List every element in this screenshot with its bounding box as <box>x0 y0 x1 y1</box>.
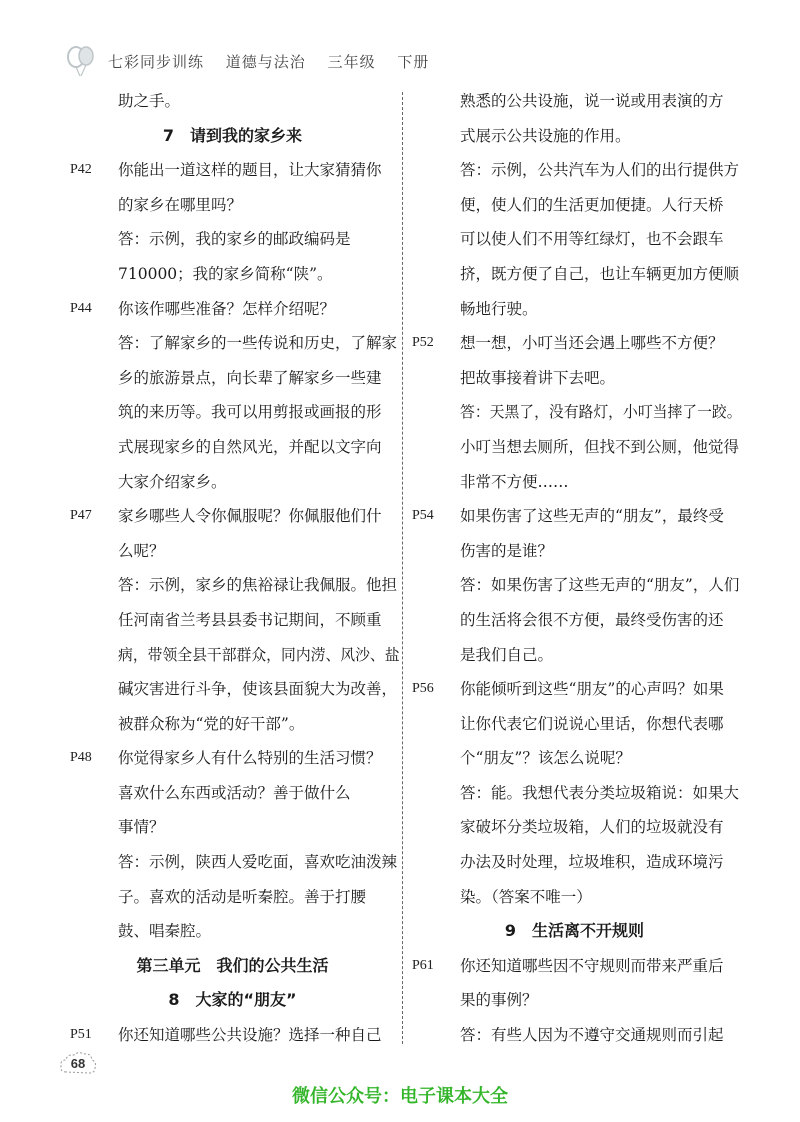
line-text: 答：如果伤害了这些无声的“朋友”，人们 <box>460 576 740 595</box>
text-line <box>412 292 737 327</box>
page-number: 68 <box>70 1056 86 1071</box>
line-text: 大家介绍家乡。 <box>118 472 227 491</box>
text-line <box>412 707 737 742</box>
text-line <box>412 119 737 154</box>
line-text: 病，带领全县干部群众，同内涝、风沙、盐 <box>118 645 400 664</box>
question-line <box>70 292 395 327</box>
line-text: 式展现家乡的自然风光，并配以文字向 <box>118 437 382 456</box>
text-line <box>412 741 737 776</box>
line-text: 伤害的是谁？ <box>460 541 554 560</box>
series-name: 七彩同步训练 <box>108 52 205 71</box>
page-number-badge <box>58 1050 98 1078</box>
question-line <box>70 741 395 776</box>
page-header <box>62 46 445 76</box>
line-text: 畅地行驶。 <box>460 299 538 318</box>
line-text: 子。喜欢的活动是听秦腔。善于打腰 <box>118 887 367 906</box>
text-line <box>412 361 737 396</box>
page-reference: P54 <box>412 508 434 524</box>
question-line <box>70 153 395 188</box>
line-text: 式展示公共设施的作用。 <box>460 126 631 145</box>
line-text: 答：了解家乡的一些传说和历史，了解家 <box>118 334 398 353</box>
text-line <box>70 84 395 119</box>
line-text: 任河南省兰考县县委书记期间，不顾重 <box>118 610 382 629</box>
line-text: 的家乡在哪里吗？ <box>118 195 243 214</box>
line-text: 是我们自己。 <box>460 645 554 664</box>
text-line <box>412 603 737 638</box>
section-heading-text: 9 生活离不开规则 <box>504 921 645 941</box>
text-line <box>412 465 737 500</box>
text-line <box>412 638 737 673</box>
line-text: 可以使人们不用等红绿灯，也不会跟车 <box>460 230 724 249</box>
column-divider <box>402 92 403 1044</box>
line-text: 乡的旅游景点，向长辈了解家乡一些建 <box>118 368 382 387</box>
text-line <box>412 983 737 1018</box>
line-text: 么呢？ <box>118 541 165 560</box>
page-reference: P44 <box>70 300 92 316</box>
text-line <box>412 568 740 603</box>
line-text: 如果伤害了这些无声的“朋友”，最终受 <box>460 507 724 526</box>
text-line <box>412 222 737 257</box>
text-line <box>70 257 395 292</box>
section-heading <box>412 914 737 949</box>
line-text: 染。（答案不唯一） <box>460 887 592 906</box>
text-line <box>70 707 395 742</box>
term-label: 下册 <box>397 52 430 71</box>
question-line <box>70 499 395 534</box>
text-line <box>412 776 740 811</box>
line-text: 把故事接着讲下去吧。 <box>460 368 616 387</box>
line-text: 想一想，小叮当还会遇上哪些不方便？ <box>460 334 724 353</box>
text-line <box>412 188 737 223</box>
line-text: 碱灾害进行斗争，使该县面貌大为改善， <box>118 680 398 699</box>
text-line <box>70 568 398 603</box>
section-heading-text: 7 请到我的家乡来 <box>162 125 303 145</box>
line-text: 答：能。我想代表分类垃圾箱说：如果大 <box>460 783 740 802</box>
page-reference: P42 <box>70 162 92 178</box>
line-text: 筑的来历等。我可以用剪报或画报的形 <box>118 403 382 422</box>
line-text: 答：示例，家乡的焦裕禄让我佩服。他担 <box>118 576 398 595</box>
question-line <box>70 1018 395 1053</box>
text-line <box>412 1018 737 1053</box>
text-line <box>70 603 395 638</box>
text-line <box>70 465 395 500</box>
text-line <box>70 914 395 949</box>
line-text: 答：示例，陕西人爱吃面，喜欢吃油泼辣 <box>118 853 398 872</box>
line-text: 小叮当想去厕所，但找不到公厕，他觉得 <box>460 437 740 456</box>
text-line <box>412 810 737 845</box>
line-text: 答：示例，我的家乡的邮政编码是 <box>118 230 351 249</box>
text-line <box>412 395 742 430</box>
text-line <box>70 638 400 673</box>
text-line <box>70 845 398 880</box>
line-text: 助之手。 <box>118 92 181 110</box>
text-line <box>412 153 740 188</box>
text-line <box>412 534 737 569</box>
question-line <box>412 499 737 534</box>
line-text: 你还知道哪些公共设施？选择一种自己 <box>118 1026 382 1045</box>
text-line <box>412 880 737 915</box>
line-text: 熟悉的公共设施，说一说或用表演的方 <box>460 92 724 110</box>
balloon-logo-icon <box>62 44 102 78</box>
line-text: 让你代表它们说说心里话，你想代表哪 <box>460 714 724 733</box>
line-text: 你该作哪些准备？怎样介绍呢？ <box>118 299 336 318</box>
line-text: 710000；我的家乡简称“陕”。 <box>118 264 333 283</box>
book-title <box>108 51 445 72</box>
line-text: 非常不方便…… <box>460 472 569 491</box>
text-line <box>70 326 398 361</box>
line-text: 家乡哪些人令你佩服呢？你佩服他们什 <box>118 507 382 526</box>
line-text: 果的事例？ <box>460 991 538 1010</box>
text-line <box>70 810 395 845</box>
text-line <box>412 430 740 465</box>
text-line <box>70 672 398 707</box>
line-text: 你能倾听到这些“朋友”的心声吗？如果 <box>460 680 724 699</box>
question-line <box>412 949 737 984</box>
line-text: 办法及时处理，垃圾堆积，造成环境污 <box>460 853 724 872</box>
text-line <box>70 395 395 430</box>
line-text: 个“朋友”？该怎么说呢？ <box>460 749 631 768</box>
text-line <box>412 84 737 119</box>
page-reference: P61 <box>412 957 434 973</box>
question-line <box>412 672 737 707</box>
text-line <box>70 222 395 257</box>
text-line <box>70 361 395 396</box>
line-text: 答：示例，公共汽车为人们的出行提供方 <box>460 161 740 180</box>
line-text: 喜欢什么东西或活动？善于做什么 <box>118 783 351 802</box>
section-heading <box>70 983 395 1018</box>
line-text: 被群众称为“党的好干部”。 <box>118 714 305 733</box>
text-line <box>70 776 395 811</box>
page-reference: P48 <box>70 750 92 766</box>
text-line <box>412 257 740 292</box>
line-text: 答：天黑了，没有路灯，小叮当摔了一跤。 <box>460 403 742 422</box>
grade-label: 三年级 <box>327 52 376 71</box>
section-heading-text: 第三单元 我们的公共生活 <box>136 955 329 975</box>
left-column <box>70 84 400 1053</box>
page-reference: P56 <box>412 681 434 697</box>
text-line <box>70 880 395 915</box>
text-line <box>70 430 395 465</box>
line-text: 你还知道哪些因不守规则而带来严重后 <box>460 956 724 975</box>
watermark-text: 微信公众号：电子课本大全 <box>292 1086 508 1107</box>
line-text: 鼓、唱秦腔。 <box>118 922 212 941</box>
line-text: 便，使人们的生活更加便捷。人行天桥 <box>460 195 724 214</box>
section-heading <box>70 949 395 984</box>
page-reference: P47 <box>70 508 92 524</box>
page-reference: P51 <box>70 1027 92 1043</box>
line-text: 答：有些人因为不遵守交通规则而引起 <box>460 1026 724 1045</box>
section-heading <box>70 119 395 154</box>
line-text: 事情？ <box>118 818 165 837</box>
subject-name: 道德与法治 <box>225 52 306 71</box>
question-line <box>412 326 737 361</box>
right-column <box>412 84 742 1053</box>
text-line <box>412 845 737 880</box>
line-text: 的生活将会很不方便，最终受伤害的还 <box>460 610 724 629</box>
text-line <box>70 188 395 223</box>
text-line <box>70 534 395 569</box>
line-text: 挤，既方便了自己，也让车辆更加方便顺 <box>460 264 740 283</box>
line-text: 你觉得家乡人有什么特别的生活习惯？ <box>118 749 382 768</box>
section-heading-text: 8 大家的“朋友” <box>168 990 297 1010</box>
page-reference: P52 <box>412 335 434 351</box>
line-text: 你能出一道这样的题目，让大家猜猜你 <box>118 161 382 180</box>
line-text: 家破坏分类垃圾箱，人们的垃圾就没有 <box>460 818 724 837</box>
